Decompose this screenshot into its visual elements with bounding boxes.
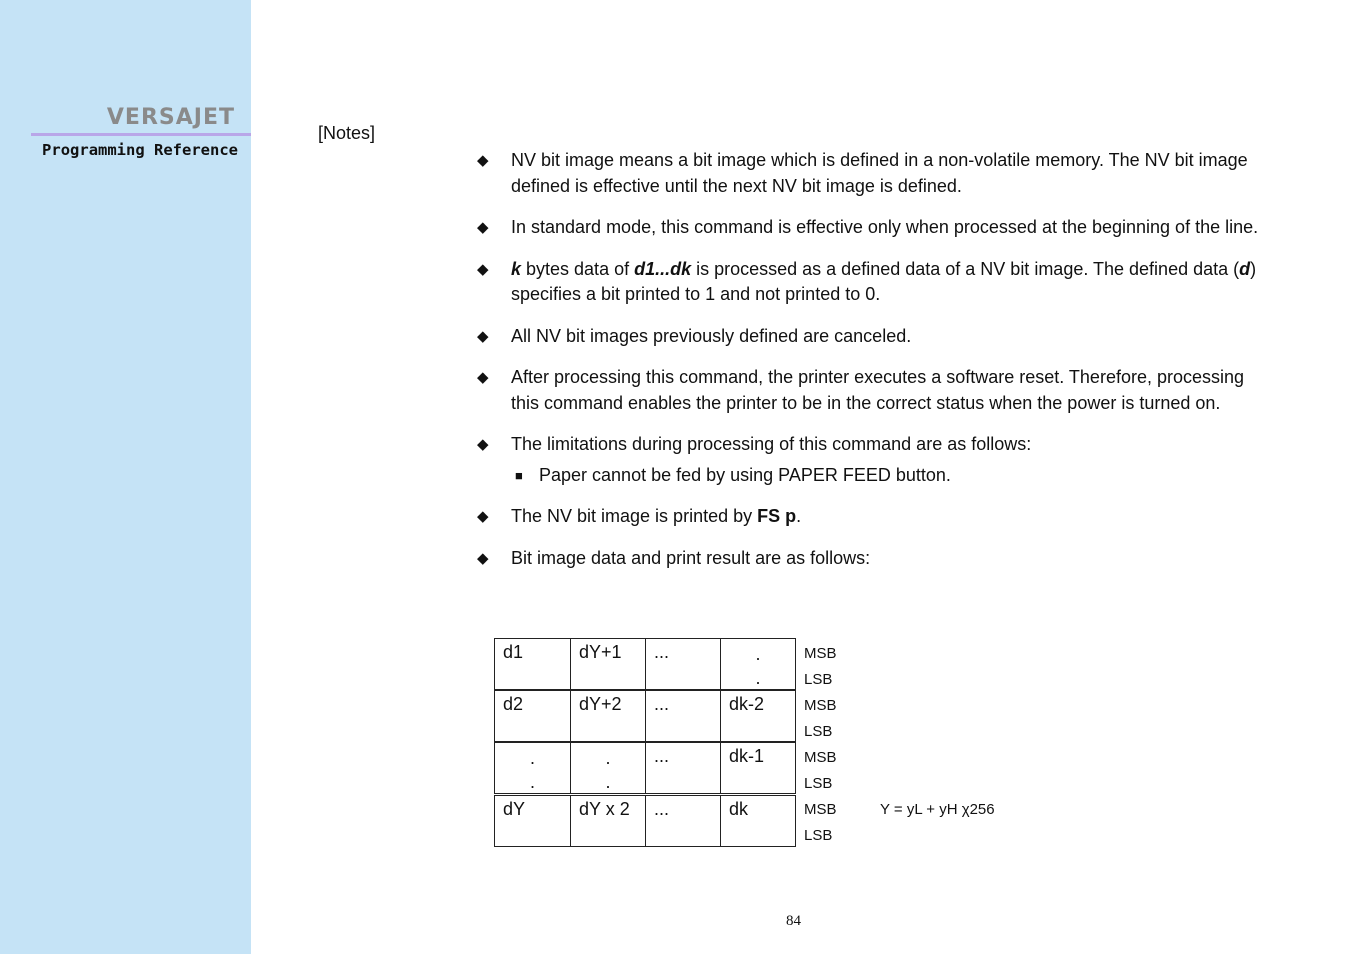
msb-label: MSB [804, 697, 837, 714]
table-row [494, 795, 796, 847]
notes-heading: [Notes] [318, 123, 376, 143]
square-bullet-icon: ■ [515, 467, 523, 483]
limitation-text: Paper cannot be fed by using PAPER FEED button. [539, 464, 951, 485]
diamond-bullet-icon: ◆ [477, 152, 489, 169]
table-cell: dk-1 [720, 742, 796, 794]
note-limitations [477, 432, 1277, 488]
table-cell: ... [645, 690, 721, 742]
note-bit-image-layout [477, 546, 1277, 572]
vertical-dot: . [529, 748, 535, 768]
param-k: k [511, 258, 522, 279]
lsb-label: LSB [804, 775, 833, 792]
note-print-command [477, 504, 1277, 530]
y-formula: Y = yL + yH χ256 [880, 801, 995, 818]
diamond-bullet-icon: ◆ [477, 549, 489, 567]
limitation-item [511, 463, 1277, 489]
msb-label: MSB [804, 801, 837, 818]
table-row [494, 742, 796, 794]
table-cell: dY+2 [570, 690, 646, 742]
diamond-bullet-icon: ◆ [477, 260, 489, 278]
lsb-label: LSB [804, 671, 833, 688]
note-text: Bit image data and print result are as follows: [511, 547, 871, 568]
msb-label: MSB [804, 749, 837, 766]
table-cell: dY+1 [570, 638, 646, 690]
table-row [494, 690, 796, 742]
note-fragment: ) specifies a bit printed to 1 and not printed to 0. [511, 258, 1257, 304]
sidebar [0, 0, 251, 954]
note-text: After processing this command, the printer executes a software reset. Therefore, processing this command enables the printer to be in the correct status when the power is turned on. [511, 367, 1245, 413]
note-standard-mode [477, 215, 1277, 241]
lsb-label: LSB [804, 827, 833, 844]
command-name: FS p [757, 506, 797, 526]
table-cell: dY [494, 795, 571, 847]
diamond-bullet-icon: ◆ [477, 219, 489, 236]
table-cell [570, 742, 646, 794]
notes-list [477, 148, 1277, 587]
table-cell: d1 [494, 638, 571, 690]
table-cell [494, 742, 571, 794]
brand-underline [31, 133, 251, 136]
brand-logo: VERSAJET [106, 105, 235, 130]
table-cell: dk-2 [720, 690, 796, 742]
vertical-dot: . [755, 668, 761, 688]
note-nv-definition [477, 148, 1277, 199]
note-text: NV bit image means a bit image which is defined in a non-volatile memory. The NV bit image defined is effective until the next NV bit image is defined. [511, 150, 1248, 196]
note-text [511, 506, 801, 526]
page-number: 84 [786, 913, 801, 929]
vertical-dot: . [755, 644, 761, 664]
table-cell: ... [645, 795, 721, 847]
note-fragment: The NV bit image is printed by [511, 506, 758, 526]
note-fragment: is processed as a defined data of a NV bit image. The defined data ( [691, 258, 1240, 279]
document-subtitle: Programming Reference [42, 141, 238, 159]
table-cell: dY x 2 [570, 795, 646, 847]
param-d: d [1239, 258, 1251, 279]
table-cell: ... [645, 638, 721, 690]
diamond-bullet-icon: ◆ [477, 369, 489, 386]
table-cell [720, 638, 796, 690]
note-canceled [477, 324, 1277, 350]
note-data-bytes [477, 257, 1277, 308]
table-row [494, 638, 796, 690]
msb-label: MSB [804, 645, 837, 662]
table-cell: ... [645, 742, 721, 794]
diamond-bullet-icon: ◆ [477, 436, 489, 453]
note-text [511, 259, 1256, 305]
vertical-dot: . [605, 748, 611, 768]
diamond-bullet-icon: ◆ [477, 327, 489, 345]
diamond-bullet-icon: ◆ [477, 508, 489, 525]
table-cell: d2 [494, 690, 571, 742]
note-text: All NV bit images previously defined are canceled. [511, 325, 912, 346]
note-text: In standard mode, this command is effective only when processed at the beginning of the line. [511, 217, 1259, 237]
note-fragment: bytes data of [521, 258, 635, 279]
note-software-reset [477, 365, 1277, 416]
param-range: d1...dk [634, 258, 692, 279]
note-text: The limitations during processing of this command are as follows: [511, 434, 1032, 454]
vertical-dot: . [605, 772, 611, 792]
vertical-dot: . [529, 772, 535, 792]
lsb-label: LSB [804, 723, 833, 740]
table-cell: dk [720, 795, 796, 847]
note-fragment: . [796, 506, 802, 526]
